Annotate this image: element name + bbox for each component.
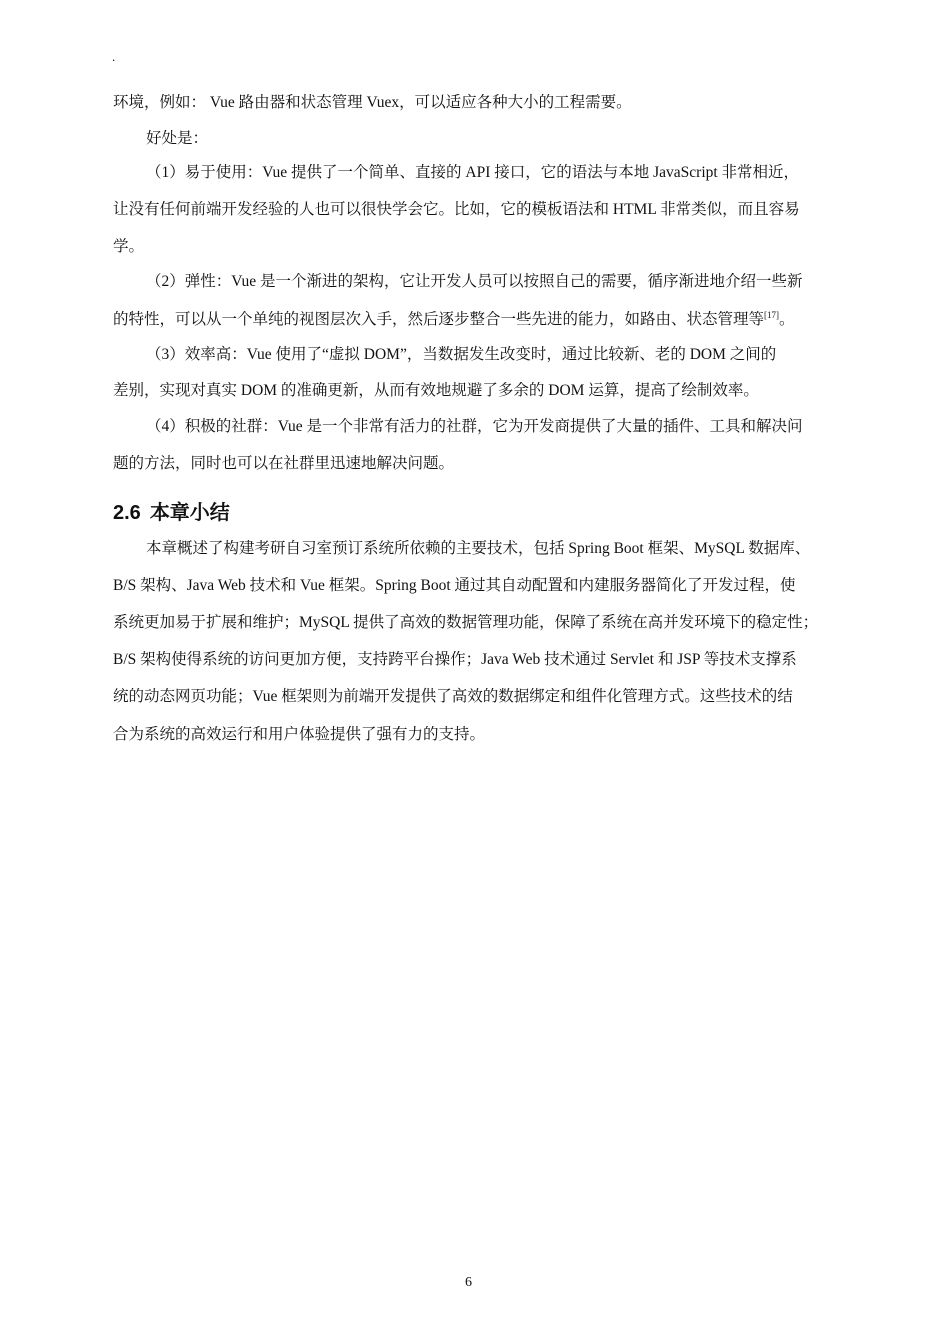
benefit-item-2-line: （2）弹性：Vue 是一个渐进的架构，它让开发人员可以按照自己的需要，循序渐进地介绍一些新 <box>146 273 803 290</box>
summary-line: 统的动态网页功能；Vue 框架则为前端开发提供了高效的数据绑定和组件化管理方式。这些技术的结 <box>113 688 793 705</box>
summary-line: B/S 架构、Java Web 技术和 Vue 框架。Spring Boot 通过其自动配置和内建服务器简化了开发过程，使 <box>113 577 796 594</box>
citation-ref: [17] <box>764 310 780 320</box>
benefit-item-1-line: 让没有任何前端开发经验的人也可以很快学会它。比如，它的模板语法和 HTML 非常类似，而且容易 <box>113 201 800 218</box>
summary-line: 合为系统的高效运行和用户体验提供了强有力的支持。 <box>113 726 486 743</box>
section-heading <box>113 499 230 527</box>
benefit-item-2-text: 的特性，可以从一个单纯的视图层次入手，然后逐步整合一些先进的能力，如路由、状态管理等 <box>113 311 765 328</box>
benefit-item-2-end: 。 <box>779 311 795 328</box>
benefit-item-1-line: （1）易于使用：Vue 提供了一个简单、直接的 API 接口，它的语法与本地 JavaScript 非常相近， <box>146 164 800 181</box>
benefit-item-3-line: 差别，实现对真实 DOM 的准确更新，从而有效地规避了多余的 DOM 运算，提高了绘制效率。 <box>113 382 759 399</box>
benefit-item-2-line <box>113 309 795 331</box>
benefit-item-4-line: 题的方法，同时也可以在社群里迅速地解决问题。 <box>113 455 455 472</box>
summary-line: 系统更加易于扩展和维护；MySQL 提供了高效的数据管理功能，保障了系统在高并发环境下的稳定性； <box>113 614 819 631</box>
benefit-item-4-line: （4）积极的社群：Vue 是一个非常有活力的社群，它为开发商提供了大量的插件、工具和解决问 <box>146 418 803 435</box>
summary-line: 本章概述了构建考研自习室预订系统所依赖的主要技术，包括 Spring Boot 框架、MySQL 数据库、 <box>146 540 811 557</box>
benefit-item-1-line: 学。 <box>113 238 145 255</box>
page-number: 6 <box>465 1275 472 1290</box>
summary-line: B/S 架构使得系统的访问更加方便，支持跨平台操作；Java Web 技术通过 Servlet 和 JSP 等技术支撑系 <box>113 651 797 668</box>
section-title: 本章小结 <box>149 502 230 524</box>
benefits-label: 好处是： <box>146 130 209 147</box>
header-dot: . <box>112 49 116 64</box>
benefit-item-3-line: （3）效率高：Vue 使用了“虚拟 DOM”，当数据发生改变时，通过比较新、老的 DOM 之间的 <box>146 346 777 363</box>
paragraph-line: 环境，例如： Vue 路由器和状态管理 Vuex，可以适应各种大小的工程需要。 <box>113 94 632 111</box>
section-number: 2.6 <box>113 502 141 524</box>
